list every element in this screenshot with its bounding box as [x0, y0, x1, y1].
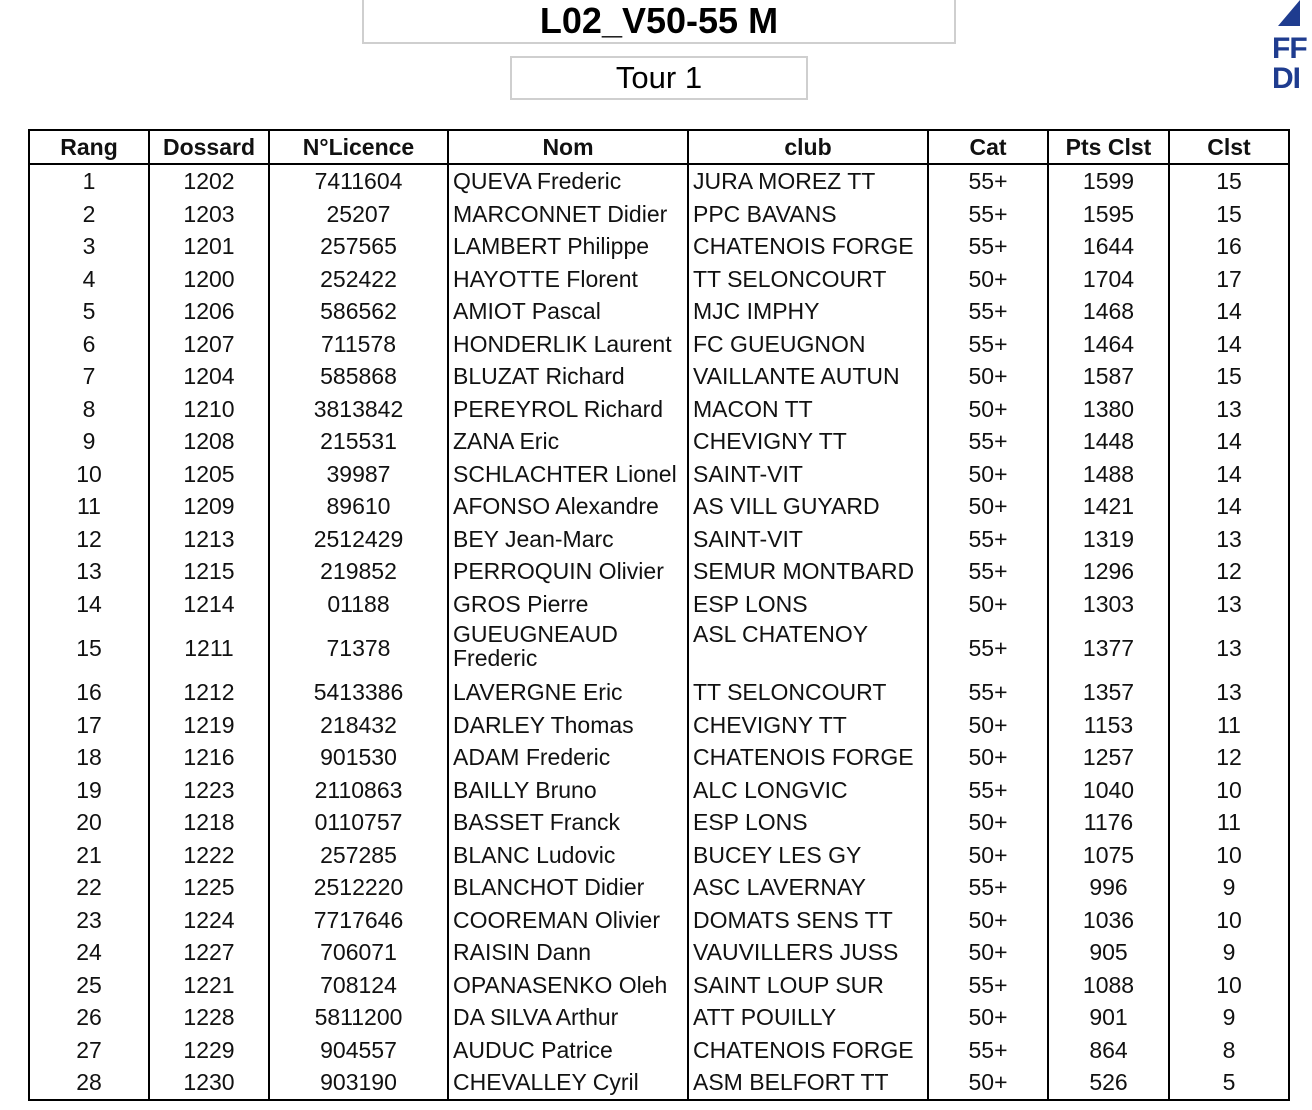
table-row [29, 839, 1289, 872]
cell-cat: 50+ [928, 458, 1048, 491]
cell-rang: 4 [29, 263, 149, 296]
col-header-rang: Rang [29, 130, 149, 164]
cell-club: FC GUEUGNON [688, 328, 928, 361]
cell-dossard: 1213 [149, 523, 269, 556]
cell-licence: 257565 [269, 230, 448, 263]
col-header-nom: Nom [448, 130, 688, 164]
cell-club: CHEVIGNY TT [688, 709, 928, 742]
cell-clst: 16 [1169, 230, 1289, 263]
col-header-pts-clst: Pts Clst [1048, 130, 1169, 164]
logo-text: FF DI [1272, 32, 1307, 95]
cell-cat: 50+ [928, 709, 1048, 742]
cell-dossard: 1216 [149, 741, 269, 774]
cell-nom: AFONSO Alexandre [448, 490, 688, 523]
cell-cat: 50+ [928, 588, 1048, 621]
cell-club: BUCEY LES GY [688, 839, 928, 872]
cell-licence: 904557 [269, 1034, 448, 1067]
cell-pts-clst: 1153 [1048, 709, 1169, 742]
table-row [29, 1001, 1289, 1034]
cell-clst: 17 [1169, 263, 1289, 296]
cell-clst: 10 [1169, 904, 1289, 937]
cell-pts-clst: 1448 [1048, 425, 1169, 458]
cell-pts-clst: 1468 [1048, 295, 1169, 328]
table-row [29, 969, 1289, 1002]
cell-nom: BEY Jean-Marc [448, 523, 688, 556]
cell-dossard: 1206 [149, 295, 269, 328]
cell-cat: 50+ [928, 1001, 1048, 1034]
cell-licence: 25207 [269, 198, 448, 231]
cell-cat: 55+ [928, 523, 1048, 556]
cell-dossard: 1211 [149, 620, 269, 676]
cell-dossard: 1200 [149, 263, 269, 296]
table-row [29, 555, 1289, 588]
cell-cat: 55+ [928, 676, 1048, 709]
cell-cat: 50+ [928, 741, 1048, 774]
cell-pts-clst: 1488 [1048, 458, 1169, 491]
cell-clst: 13 [1169, 393, 1289, 426]
cell-cat: 55+ [928, 198, 1048, 231]
table-row [29, 328, 1289, 361]
cell-nom: GUEUGNEAUD Frederic [448, 620, 688, 676]
cell-dossard: 1212 [149, 676, 269, 709]
cell-pts-clst: 526 [1048, 1066, 1169, 1100]
cell-nom: MARCONNET Didier [448, 198, 688, 231]
col-header-licence: N°Licence [269, 130, 448, 164]
cell-rang: 20 [29, 806, 149, 839]
cell-clst: 10 [1169, 969, 1289, 1002]
cell-licence: 5811200 [269, 1001, 448, 1034]
table-row [29, 676, 1289, 709]
cell-club: ATT POUILLY [688, 1001, 928, 1034]
cell-cat: 50+ [928, 806, 1048, 839]
cell-dossard: 1229 [149, 1034, 269, 1067]
cell-nom: BLANCHOT Didier [448, 871, 688, 904]
cell-rang: 19 [29, 774, 149, 807]
table-row [29, 1066, 1289, 1100]
col-header-dossard: Dossard [149, 130, 269, 164]
cell-licence: 3813842 [269, 393, 448, 426]
cell-clst: 12 [1169, 555, 1289, 588]
cell-clst: 9 [1169, 936, 1289, 969]
cell-clst: 14 [1169, 458, 1289, 491]
table-row [29, 230, 1289, 263]
cell-club: SAINT-VIT [688, 458, 928, 491]
cell-cat: 50+ [928, 360, 1048, 393]
cell-nom: HAYOTTE Florent [448, 263, 688, 296]
cell-nom: DA SILVA Arthur [448, 1001, 688, 1034]
cell-licence: 219852 [269, 555, 448, 588]
cell-rang: 28 [29, 1066, 149, 1100]
table-row [29, 295, 1289, 328]
cell-rang: 6 [29, 328, 149, 361]
round-label: Tour 1 [510, 56, 808, 100]
cell-club: ESP LONS [688, 588, 928, 621]
table-row [29, 360, 1289, 393]
cell-pts-clst: 1380 [1048, 393, 1169, 426]
cell-pts-clst: 1040 [1048, 774, 1169, 807]
cell-rang: 1 [29, 164, 149, 198]
cell-cat: 55+ [928, 328, 1048, 361]
cell-pts-clst: 864 [1048, 1034, 1169, 1067]
cell-pts-clst: 1644 [1048, 230, 1169, 263]
cell-clst: 13 [1169, 588, 1289, 621]
cell-club: AS VILL GUYARD [688, 490, 928, 523]
federation-logo [1270, 0, 1307, 100]
cell-licence: 585868 [269, 360, 448, 393]
cell-pts-clst: 1303 [1048, 588, 1169, 621]
cell-dossard: 1205 [149, 458, 269, 491]
cell-licence: 39987 [269, 458, 448, 491]
cell-cat: 55+ [928, 230, 1048, 263]
cell-cat: 55+ [928, 164, 1048, 198]
cell-nom: AMIOT Pascal [448, 295, 688, 328]
cell-nom: LAMBERT Philippe [448, 230, 688, 263]
cell-pts-clst: 1464 [1048, 328, 1169, 361]
cell-nom: PEREYROL Richard [448, 393, 688, 426]
cell-club: CHEVIGNY TT [688, 425, 928, 458]
cell-nom: LAVERGNE Eric [448, 676, 688, 709]
cell-nom: SCHLACHTER Lionel [448, 458, 688, 491]
cell-clst: 13 [1169, 523, 1289, 556]
cell-club: PPC BAVANS [688, 198, 928, 231]
cell-clst: 15 [1169, 360, 1289, 393]
cell-licence: 7411604 [269, 164, 448, 198]
table-row [29, 806, 1289, 839]
cell-licence: 706071 [269, 936, 448, 969]
cell-club: ESP LONS [688, 806, 928, 839]
cell-nom: QUEVA Frederic [448, 164, 688, 198]
cell-dossard: 1203 [149, 198, 269, 231]
cell-dossard: 1210 [149, 393, 269, 426]
cell-cat: 55+ [928, 555, 1048, 588]
table-row [29, 620, 1289, 676]
cell-nom: PERROQUIN Olivier [448, 555, 688, 588]
cell-cat: 50+ [928, 1066, 1048, 1100]
cell-nom: RAISIN Dann [448, 936, 688, 969]
cell-dossard: 1222 [149, 839, 269, 872]
cell-nom: GROS Pierre [448, 588, 688, 621]
cell-dossard: 1219 [149, 709, 269, 742]
cell-dossard: 1227 [149, 936, 269, 969]
cell-cat: 50+ [928, 490, 1048, 523]
cell-pts-clst: 1176 [1048, 806, 1169, 839]
cell-cat: 50+ [928, 936, 1048, 969]
table-row [29, 490, 1289, 523]
cell-rang: 21 [29, 839, 149, 872]
cell-rang: 25 [29, 969, 149, 1002]
cell-club: TT SELONCOURT [688, 263, 928, 296]
table-row [29, 263, 1289, 296]
cell-nom: AUDUC Patrice [448, 1034, 688, 1067]
cell-rang: 7 [29, 360, 149, 393]
cell-licence: 257285 [269, 839, 448, 872]
cell-nom: BLUZAT Richard [448, 360, 688, 393]
cell-licence: 252422 [269, 263, 448, 296]
cell-licence: 2110863 [269, 774, 448, 807]
cell-pts-clst: 1377 [1048, 620, 1169, 676]
col-header-club: club [688, 130, 928, 164]
cell-rang: 27 [29, 1034, 149, 1067]
cell-club: SEMUR MONTBARD [688, 555, 928, 588]
cell-dossard: 1207 [149, 328, 269, 361]
cell-clst: 13 [1169, 676, 1289, 709]
cell-rang: 2 [29, 198, 149, 231]
cell-nom: DARLEY Thomas [448, 709, 688, 742]
results-table [28, 129, 1290, 1101]
cell-cat: 50+ [928, 393, 1048, 426]
cell-pts-clst: 1036 [1048, 904, 1169, 937]
cell-rang: 26 [29, 1001, 149, 1034]
cell-nom: ADAM Frederic [448, 741, 688, 774]
cell-dossard: 1214 [149, 588, 269, 621]
table-row [29, 709, 1289, 742]
cell-pts-clst: 1088 [1048, 969, 1169, 1002]
cell-dossard: 1225 [149, 871, 269, 904]
cell-rang: 22 [29, 871, 149, 904]
cell-cat: 55+ [928, 774, 1048, 807]
cell-rang: 18 [29, 741, 149, 774]
cell-cat: 55+ [928, 425, 1048, 458]
table-row [29, 425, 1289, 458]
cell-clst: 15 [1169, 164, 1289, 198]
cell-rang: 16 [29, 676, 149, 709]
cell-cat: 50+ [928, 263, 1048, 296]
cell-licence: 0110757 [269, 806, 448, 839]
cell-cat: 50+ [928, 904, 1048, 937]
cell-dossard: 1201 [149, 230, 269, 263]
cell-licence: 5413386 [269, 676, 448, 709]
cell-rang: 3 [29, 230, 149, 263]
cell-pts-clst: 1257 [1048, 741, 1169, 774]
cell-licence: 901530 [269, 741, 448, 774]
table-row [29, 774, 1289, 807]
cell-cat: 55+ [928, 1034, 1048, 1067]
cell-dossard: 1202 [149, 164, 269, 198]
cell-club: MACON TT [688, 393, 928, 426]
cell-club: VAUVILLERS JUSS [688, 936, 928, 969]
cell-nom: BLANC Ludovic [448, 839, 688, 872]
cell-pts-clst: 901 [1048, 1001, 1169, 1034]
cell-clst: 14 [1169, 425, 1289, 458]
cell-nom: COOREMAN Olivier [448, 904, 688, 937]
cell-rang: 24 [29, 936, 149, 969]
cell-pts-clst: 1075 [1048, 839, 1169, 872]
cell-rang: 23 [29, 904, 149, 937]
table-row [29, 871, 1289, 904]
cell-clst: 9 [1169, 871, 1289, 904]
cell-clst: 14 [1169, 295, 1289, 328]
table-row [29, 588, 1289, 621]
cell-rang: 11 [29, 490, 149, 523]
cell-licence: 7717646 [269, 904, 448, 937]
cell-pts-clst: 996 [1048, 871, 1169, 904]
cell-clst: 10 [1169, 839, 1289, 872]
table-row [29, 523, 1289, 556]
cell-clst: 10 [1169, 774, 1289, 807]
table-row [29, 458, 1289, 491]
cell-licence: 903190 [269, 1066, 448, 1100]
cell-clst: 5 [1169, 1066, 1289, 1100]
cell-clst: 15 [1169, 198, 1289, 231]
cell-cat: 55+ [928, 620, 1048, 676]
cell-club: VAILLANTE AUTUN [688, 360, 928, 393]
cell-club: DOMATS SENS TT [688, 904, 928, 937]
table-row [29, 741, 1289, 774]
cell-licence: 89610 [269, 490, 448, 523]
cell-pts-clst: 1319 [1048, 523, 1169, 556]
cell-nom: HONDERLIK Laurent [448, 328, 688, 361]
cell-club: ALC LONGVIC [688, 774, 928, 807]
cell-pts-clst: 1421 [1048, 490, 1169, 523]
table-header-row [29, 130, 1289, 164]
cell-club: MJC IMPHY [688, 295, 928, 328]
table-row [29, 164, 1289, 198]
cell-club: TT SELONCOURT [688, 676, 928, 709]
cell-dossard: 1204 [149, 360, 269, 393]
cell-club: CHATENOIS FORGE [688, 741, 928, 774]
col-header-cat: Cat [928, 130, 1048, 164]
event-title: L02_V50-55 M [362, 0, 956, 44]
cell-dossard: 1215 [149, 555, 269, 588]
cell-rang: 8 [29, 393, 149, 426]
cell-club: ASM BELFORT TT [688, 1066, 928, 1100]
cell-rang: 15 [29, 620, 149, 676]
cell-nom: ZANA Eric [448, 425, 688, 458]
table-row [29, 393, 1289, 426]
cell-rang: 5 [29, 295, 149, 328]
cell-pts-clst: 1296 [1048, 555, 1169, 588]
cell-rang: 10 [29, 458, 149, 491]
cell-dossard: 1223 [149, 774, 269, 807]
cell-club: ASL CHATENOY [688, 620, 928, 676]
cell-nom: BAILLY Bruno [448, 774, 688, 807]
cell-pts-clst: 905 [1048, 936, 1169, 969]
cell-club: ASC LAVERNAY [688, 871, 928, 904]
table-row [29, 904, 1289, 937]
cell-pts-clst: 1599 [1048, 164, 1169, 198]
cell-club: JURA MOREZ TT [688, 164, 928, 198]
cell-licence: 71378 [269, 620, 448, 676]
table-row [29, 198, 1289, 231]
cell-dossard: 1218 [149, 806, 269, 839]
cell-club: SAINT-VIT [688, 523, 928, 556]
cell-licence: 215531 [269, 425, 448, 458]
cell-licence: 2512220 [269, 871, 448, 904]
cell-licence: 586562 [269, 295, 448, 328]
cell-clst: 14 [1169, 328, 1289, 361]
cell-club: CHATENOIS FORGE [688, 230, 928, 263]
cell-clst: 8 [1169, 1034, 1289, 1067]
cell-clst: 11 [1169, 709, 1289, 742]
table-row [29, 1034, 1289, 1067]
cell-pts-clst: 1357 [1048, 676, 1169, 709]
cell-clst: 12 [1169, 741, 1289, 774]
cell-rang: 9 [29, 425, 149, 458]
cell-clst: 11 [1169, 806, 1289, 839]
cell-nom: OPANASENKO Oleh [448, 969, 688, 1002]
cell-dossard: 1221 [149, 969, 269, 1002]
cell-cat: 55+ [928, 969, 1048, 1002]
cell-licence: 218432 [269, 709, 448, 742]
col-header-clst: Clst [1169, 130, 1289, 164]
cell-dossard: 1224 [149, 904, 269, 937]
cell-cat: 55+ [928, 871, 1048, 904]
cell-cat: 55+ [928, 295, 1048, 328]
cell-pts-clst: 1587 [1048, 360, 1169, 393]
cell-dossard: 1230 [149, 1066, 269, 1100]
cell-rang: 14 [29, 588, 149, 621]
cell-rang: 12 [29, 523, 149, 556]
cell-pts-clst: 1595 [1048, 198, 1169, 231]
cell-licence: 711578 [269, 328, 448, 361]
cell-cat: 50+ [928, 839, 1048, 872]
cell-dossard: 1209 [149, 490, 269, 523]
cell-licence: 708124 [269, 969, 448, 1002]
cell-club: CHATENOIS FORGE [688, 1034, 928, 1067]
cell-rang: 17 [29, 709, 149, 742]
cell-nom: BASSET Franck [448, 806, 688, 839]
cell-licence: 2512429 [269, 523, 448, 556]
cell-clst: 14 [1169, 490, 1289, 523]
cell-clst: 13 [1169, 620, 1289, 676]
cell-nom: CHEVALLEY Cyril [448, 1066, 688, 1100]
cell-licence: 01188 [269, 588, 448, 621]
cell-rang: 13 [29, 555, 149, 588]
table-row [29, 936, 1289, 969]
cell-pts-clst: 1704 [1048, 263, 1169, 296]
cell-dossard: 1208 [149, 425, 269, 458]
cell-clst: 9 [1169, 1001, 1289, 1034]
cell-club: SAINT LOUP SUR [688, 969, 928, 1002]
cell-dossard: 1228 [149, 1001, 269, 1034]
